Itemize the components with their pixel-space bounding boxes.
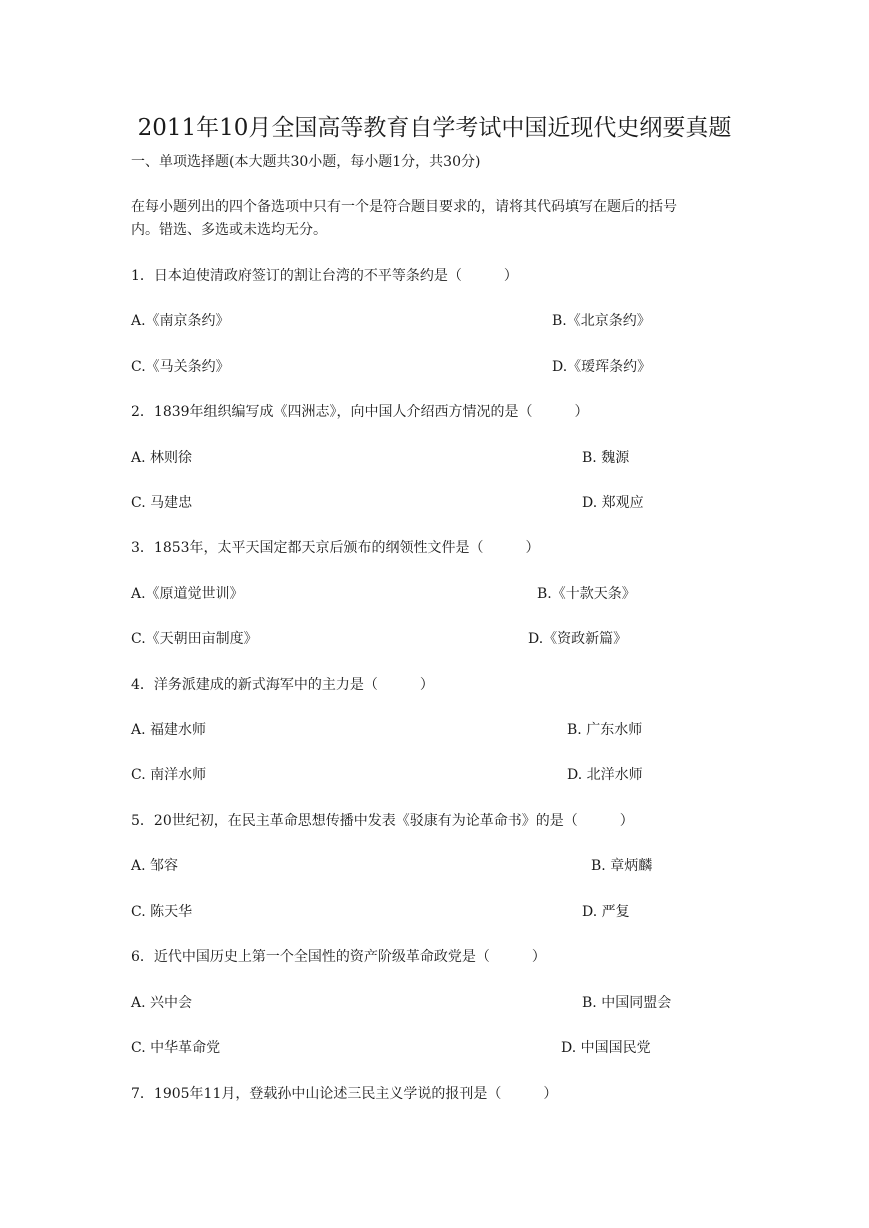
- instructions-line-2: 内。错选、多选或未选均无分。: [131, 222, 327, 238]
- q1-option-c: C.《马关条约》: [131, 359, 230, 375]
- q2-option-c: C. 马建忠: [131, 495, 193, 511]
- q2-option-d: D. 郑观应: [582, 495, 644, 511]
- q2-option-a: A. 林则徐: [131, 450, 193, 466]
- q4-option-c: C. 南洋水师: [131, 767, 207, 783]
- instructions-line-1: 在每小题列出的四个备选项中只有一个是符合题目要求的，请将其代码填写在题后的括号: [131, 199, 677, 215]
- q5-option-c: C. 陈天华: [131, 904, 193, 920]
- question-6: 6．近代中国历史上第一个全国性的资产阶级革命政党是（ ）: [131, 949, 546, 965]
- q2-option-b: B. 魏源: [582, 450, 630, 466]
- question-4: 4．洋务派建成的新式海军中的主力是（ ）: [131, 677, 434, 693]
- question-1: 1．日本迫使清政府签订的割让台湾的不平等条约是（ ）: [131, 268, 518, 284]
- question-7: 7．1905年11月，登载孙中山论述三民主义学说的报刊是（ ）: [131, 1086, 558, 1102]
- q4-option-b: B. 广东水师: [567, 722, 643, 738]
- q1-option-a: A.《南京条约》: [131, 313, 230, 329]
- section-heading: 一、单项选择题(本大题共30小题，每小题1分，共30分): [131, 154, 481, 170]
- question-5: 5．20世纪初，在民主革命思想传播中发表《驳康有为论革命书》的是（ ）: [131, 813, 634, 829]
- q3-option-a: A.《原道觉世训》: [131, 586, 244, 602]
- q5-option-d: D. 严复: [582, 904, 630, 920]
- question-3: 3．1853年，太平天国定都天京后颁布的纲领性文件是（ ）: [131, 540, 540, 556]
- q3-option-d: D.《资政新篇》: [528, 631, 628, 647]
- document-title: 2011年10月全国高等教育自学考试中国近现代史纲要真题: [137, 115, 732, 141]
- q1-option-d: D.《瑷珲条约》: [552, 359, 652, 375]
- q6-option-d: D. 中国国民党: [561, 1040, 651, 1056]
- q1-option-b: B.《北京条约》: [552, 313, 651, 329]
- q6-option-c: C. 中华革命党: [131, 1040, 221, 1056]
- q4-option-d: D. 北洋水师: [567, 767, 643, 783]
- q5-option-b: B. 章炳麟: [591, 858, 653, 874]
- q6-option-a: A. 兴中会: [131, 995, 193, 1011]
- q5-option-a: A. 邹容: [131, 858, 179, 874]
- question-2: 2．1839年组织编写成《四洲志》，向中国人介绍西方情况的是（ ）: [131, 404, 589, 420]
- q3-option-c: C.《天朝田亩制度》: [131, 631, 258, 647]
- q4-option-a: A. 福建水师: [131, 722, 207, 738]
- q6-option-b: B. 中国同盟会: [582, 995, 672, 1011]
- q3-option-b: B.《十款天条》: [537, 586, 636, 602]
